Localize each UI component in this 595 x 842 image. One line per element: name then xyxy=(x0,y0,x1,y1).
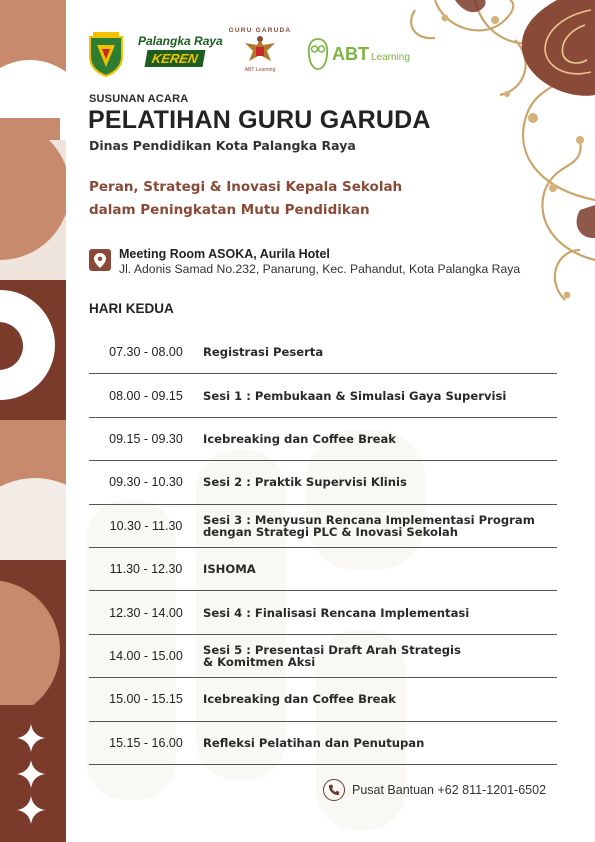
schedule-time: 14.00 - 15.00 xyxy=(109,648,183,663)
schedule-activity xyxy=(203,693,557,705)
activity-line-1: ISHOMA xyxy=(203,562,256,577)
schedule-table xyxy=(89,331,557,765)
guru-garuda-logo xyxy=(228,27,292,81)
theme-line-2: dalam Peningkatan Mutu Pendidikan xyxy=(89,202,370,218)
garuda-logo-sub-text: ABT Learning xyxy=(244,67,276,73)
schedule-time: 11.30 - 12.30 xyxy=(109,562,183,577)
abt-logo-main: ABT xyxy=(332,43,369,64)
schedule-row xyxy=(89,722,557,765)
schedule-activity xyxy=(203,563,557,575)
garuda-emblem-icon xyxy=(243,35,277,67)
schedule-time: 07.30 - 08.00 xyxy=(109,345,183,360)
activity-line-1: Sesi 3 : Menyusun Rencana Implementasi Program xyxy=(203,512,535,527)
activity-line-1: Sesi 2 : Praktik Supervisi Klinis xyxy=(203,475,407,490)
venue-block xyxy=(89,247,520,276)
activity-line-1: Icebreaking dan Coffee Break xyxy=(203,692,397,707)
schedule-activity xyxy=(203,346,557,358)
schedule-row xyxy=(89,635,557,678)
schedule-time: 12.30 - 14.00 xyxy=(109,605,183,620)
schedule-time: 09.15 - 09.30 xyxy=(109,431,183,446)
activity-line-2: & Komitmen Aksi xyxy=(203,654,316,669)
activity-line-1: Registrasi Peserta xyxy=(203,345,324,360)
event-theme xyxy=(89,176,402,222)
map-pin-icon xyxy=(89,249,111,271)
schedule-time: 15.15 - 16.00 xyxy=(109,735,183,750)
activity-line-1: Sesi 1 : Pembukaan & Simulasi Gaya Supervisi xyxy=(203,388,507,403)
activity-line-1: Refleksi Pelatihan dan Penutupan xyxy=(203,735,425,750)
schedule-row xyxy=(89,505,557,548)
activity-line-1: Icebreaking dan Coffee Break xyxy=(203,431,397,446)
day-heading: HARI KEDUA xyxy=(89,301,174,316)
page-subtitle: Dinas Pendidikan Kota Palangka Raya xyxy=(89,138,356,153)
garuda-logo-arc-text: GURU GARUDA xyxy=(228,27,292,34)
abt-learning-logo xyxy=(306,34,410,74)
schedule-time: 15.00 - 15.15 xyxy=(109,692,183,707)
schedule-activity xyxy=(203,514,557,538)
document-kicker: SUSUNAN ACARA xyxy=(89,93,189,105)
schedule-activity xyxy=(203,476,557,488)
schedule-time: 09.30 - 10.30 xyxy=(109,475,183,490)
activity-line-1: Sesi 4 : Finalisasi Rencana Implementasi xyxy=(203,605,470,620)
theme-line-1: Peran, Strategi & Inovasi Kepala Sekolah xyxy=(89,179,403,195)
schedule-activity xyxy=(203,644,557,668)
sparkle-icon xyxy=(17,724,45,752)
activity-line-2: dengan Strategi PLC & Inovasi Sekolah xyxy=(203,524,459,539)
abt-logo-sub: Learning xyxy=(371,51,410,63)
phone-icon xyxy=(323,779,345,801)
schedule-row xyxy=(89,591,557,634)
venue-address: Jl. Adonis Samad No.232, Panarung, Kec. Pahandut, Kota Palangka Raya xyxy=(119,262,521,276)
schedule-row xyxy=(89,548,557,591)
activity-line-1: Sesi 5 : Presentasi Draft Arah Strategis xyxy=(203,642,461,657)
palangka-raya-keren-logo xyxy=(138,34,223,74)
schedule-row xyxy=(89,418,557,461)
schedule-row xyxy=(89,331,557,374)
schedule-time: 08.00 - 09.15 xyxy=(109,388,183,403)
schedule-row xyxy=(89,461,557,504)
keren-logo-line2: KEREN xyxy=(145,50,206,67)
logo-row xyxy=(88,26,410,82)
venue-name: Meeting Room ASOKA, Aurila Hotel xyxy=(119,247,330,261)
keren-logo-line1: Palangka Raya xyxy=(138,34,223,48)
schedule-activity xyxy=(203,433,557,445)
decorative-side-strip xyxy=(0,0,66,842)
schedule-activity xyxy=(203,607,557,619)
help-phone-text[interactable]: Pusat Bantuan +62 811-1201-6502 xyxy=(352,783,547,797)
schedule-row xyxy=(89,374,557,417)
palangka-raya-crest-logo xyxy=(88,31,124,77)
page-title: PELATIHAN GURU GARUDA xyxy=(88,106,431,134)
schedule-activity xyxy=(203,390,557,402)
owl-icon xyxy=(306,37,330,71)
schedule-time: 10.30 - 11.30 xyxy=(109,518,183,533)
help-contact[interactable] xyxy=(323,779,546,801)
schedule-activity xyxy=(203,737,557,749)
sparkle-icon xyxy=(17,760,45,788)
sparkle-icon xyxy=(17,796,45,824)
schedule-row xyxy=(89,678,557,721)
